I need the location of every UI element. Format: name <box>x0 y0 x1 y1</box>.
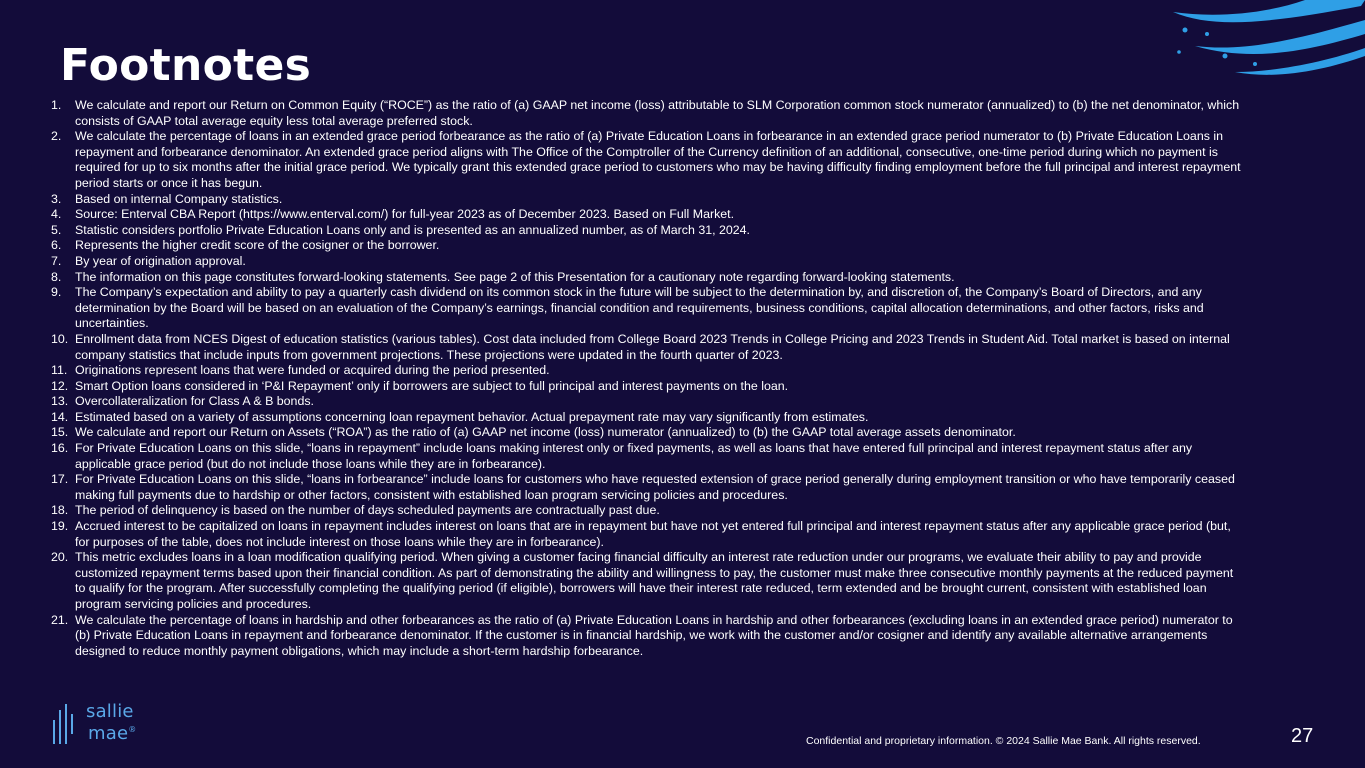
footnote-item <box>51 441 1241 472</box>
footnote-number: 3. <box>51 191 62 206</box>
footnote-item <box>51 223 1241 239</box>
footnote-number: 14. <box>51 409 69 424</box>
footnote-item <box>51 129 1241 191</box>
footnote-number: 1. <box>51 98 62 112</box>
decorative-swoosh-graphic <box>1155 0 1365 80</box>
footnote-number: 18. <box>51 503 69 518</box>
footnote-number: 9. <box>51 285 62 300</box>
footnote-number: 19. <box>51 519 69 534</box>
sallie-mae-logo <box>50 700 165 748</box>
footnote-item <box>51 270 1241 286</box>
footnote-text: Overcollateralization for Class A & B bonds. <box>75 394 314 409</box>
logo-wordmark <box>86 703 136 743</box>
footnote-number: 21. <box>51 612 69 627</box>
footnote-number: 4. <box>51 207 62 222</box>
footnote-text: This metric excludes loans in a loan modification qualifying period. When giving a customer facing financial difficulty an interest rate reduction under our programs, we evaluate their ability to pay and provide customized repayment terms based upon their financial condition. As part of demonstrating the ability and willingness to pay, the customer must make three consecutive monthly payments at the reduced payment to qualify for the program. After successfully completing the qualifying period (if eligible), borrowers will have their interest rate reduced, term extended and be brought current, consistent with established loan program servicing policies and procedures. <box>75 550 1234 611</box>
footnote-text: Smart Option loans considered in ‘P&I Repayment’ only if borrowers are subject to full principal and interest payments on the loan. <box>75 378 789 393</box>
page-title: Footnotes <box>60 40 312 91</box>
footnote-item <box>51 192 1241 208</box>
logo-registered-mark: ® <box>128 725 137 734</box>
logo-line-1: sallie <box>86 701 134 722</box>
footnote-number: 5. <box>51 222 62 237</box>
logo-marks-icon <box>50 700 80 748</box>
footnote-item <box>51 98 1241 129</box>
footnote-item <box>51 254 1241 270</box>
footnote-item <box>51 613 1241 660</box>
footnote-text: For Private Education Loans on this slide, “loans in repayment” include loans making interest only or fixed payments, as well as loans that have entered full principal and interest repayment status after any applicable grace period (but do not include those loans while they are in forbearance). <box>75 441 1193 471</box>
footnote-number: 15. <box>51 425 69 440</box>
footnote-number: 11. <box>51 363 68 378</box>
footnote-item <box>51 285 1241 332</box>
page-number: 27 <box>1291 725 1314 747</box>
footnote-text: We calculate the percentage of loans in an extended grace period forbearance as the ratio of (a) Private Education Loans in forbearance in an extended grace period numerator to (b) Private Education Loans in repayment and forbearance denominator. An extended grace period aligns with The Office of the Comptroller of the Currency definition of an additional, consecutive, one-time period during which no payment is required for up to six months after the initial grace period. We typically grant this extended grace period to customers who may be having difficulty finding employment before the full principal and interest repayment period starts or once it has begun. <box>75 129 1241 190</box>
footnote-number: 20. <box>51 550 69 565</box>
footnote-number: 16. <box>51 441 69 456</box>
footnote-text: By year of origination approval. <box>75 253 246 268</box>
footnote-number: 8. <box>51 269 62 284</box>
footnote-number: 2. <box>51 129 62 144</box>
footnote-item <box>51 519 1241 550</box>
footnote-text: We calculate and report our Return on Assets (“ROA”) as the ratio of (a) GAAP net income (loss) numerator (annualized) to (b) the GAAP total average assets denominator. <box>75 425 1016 440</box>
footnote-text: Based on internal Company statistics. <box>75 191 283 206</box>
footnote-list <box>51 98 1241 659</box>
footnote-item <box>51 207 1241 223</box>
confidential-notice: Confidential and proprietary information. © 2024 Sallie Mae Bank. All rights reserved. <box>806 735 1201 747</box>
footnote-text: Originations represent loans that were funded or acquired during the period presented. <box>75 363 550 378</box>
footnote-text: Accrued interest to be capitalized on loans in repayment includes interest on loans that are in repayment but have not yet entered full principal and interest repayment status after any applicable grace period (but, for purposes of the table, does not include interest on those loans while they are in forbearance). <box>75 519 1231 549</box>
footnote-item <box>51 503 1241 519</box>
footnote-item <box>51 410 1241 426</box>
footnote-text: For Private Education Loans on this slide, “loans in forbearance” include loans for customers who have requested extension of grace period generally during employment transition or who have temporarily ceased making full payments due to hardship or other factors, consistent with established loan program servicing policies and procedures. <box>75 472 1235 502</box>
footnote-text: Represents the higher credit score of the cosigner or the borrower. <box>75 238 440 253</box>
footnote-text: The information on this page constitutes forward-looking statements. See page 2 of this Presentation for a cautionary note regarding forward-looking statements. <box>75 269 955 284</box>
footnote-item <box>51 394 1241 410</box>
footnote-item <box>51 379 1241 395</box>
footnote-number: 10. <box>51 331 69 346</box>
footnote-item <box>51 472 1241 503</box>
footnote-text: The period of delinquency is based on the number of days scheduled payments are contractually past due. <box>75 503 660 518</box>
footnote-number: 13. <box>51 394 69 409</box>
footnote-text: Enrollment data from NCES Digest of education statistics (various tables). Cost data included from College Board 2023 Trends in College Pricing and 2023 Trends in Student Aid. Total market is based on internal company statistics that include inputs from government projections. These projections were updated in the fourth quarter of 2023. <box>75 331 1230 362</box>
footnote-item <box>51 363 1241 379</box>
footnote-item <box>51 332 1241 363</box>
footnote-item <box>51 550 1241 612</box>
footnote-text: We calculate the percentage of loans in hardship and other forbearances as the ratio of (a) Private Education Loans in hardship and other forbearances (excluding loans in an extended grace period) numerator to (b) Private Education Loans in repayment and forbearance denominator. If the customer is in financial hardship, we work with the customer and/or cosigner and identify any available alternative arrangements designed to reduce monthly payment obligations, which may include a short-term hardship forbearance. <box>75 612 1233 658</box>
footnote-number: 6. <box>51 238 62 253</box>
footnote-number: 12. <box>51 378 69 393</box>
footnote-text: Estimated based on a variety of assumptions concerning loan repayment behavior. Actual prepayment rate may vary significantly from estimates. <box>75 409 869 424</box>
footnote-text: The Company’s expectation and ability to pay a quarterly cash dividend on its common stock in the future will be subject to the determination by, and discretion of, the Company’s Board of Directors, and any determination by the Board will be based on an evaluation of the Company’s earnings, financial condition and requirements, business conditions, capital allocation determinations, and other factors, risks and uncertainties. <box>75 285 1204 331</box>
footnote-item <box>51 425 1241 441</box>
footnote-text: We calculate and report our Return on Common Equity (“ROCE”) as the ratio of (a) GAAP net income (loss) attributable to SLM Corporation common stock numerator (annualized) to (b) the net denominator, which consists of GAAP total average equity less total average preferred stock. <box>75 98 1240 128</box>
footnote-item <box>51 238 1241 254</box>
footnote-text: Source: Enterval CBA Report (https://www.enterval.com/) for full-year 2023 as of December 2023. Based on Full Market. <box>75 207 735 222</box>
logo-line-2: mae® <box>88 723 137 744</box>
footnote-number: 7. <box>51 253 62 268</box>
footnote-number: 17. <box>51 472 69 487</box>
footnote-text: Statistic considers portfolio Private Education Loans only and is presented as an annualized number, as of March 31, 2024. <box>75 222 751 237</box>
